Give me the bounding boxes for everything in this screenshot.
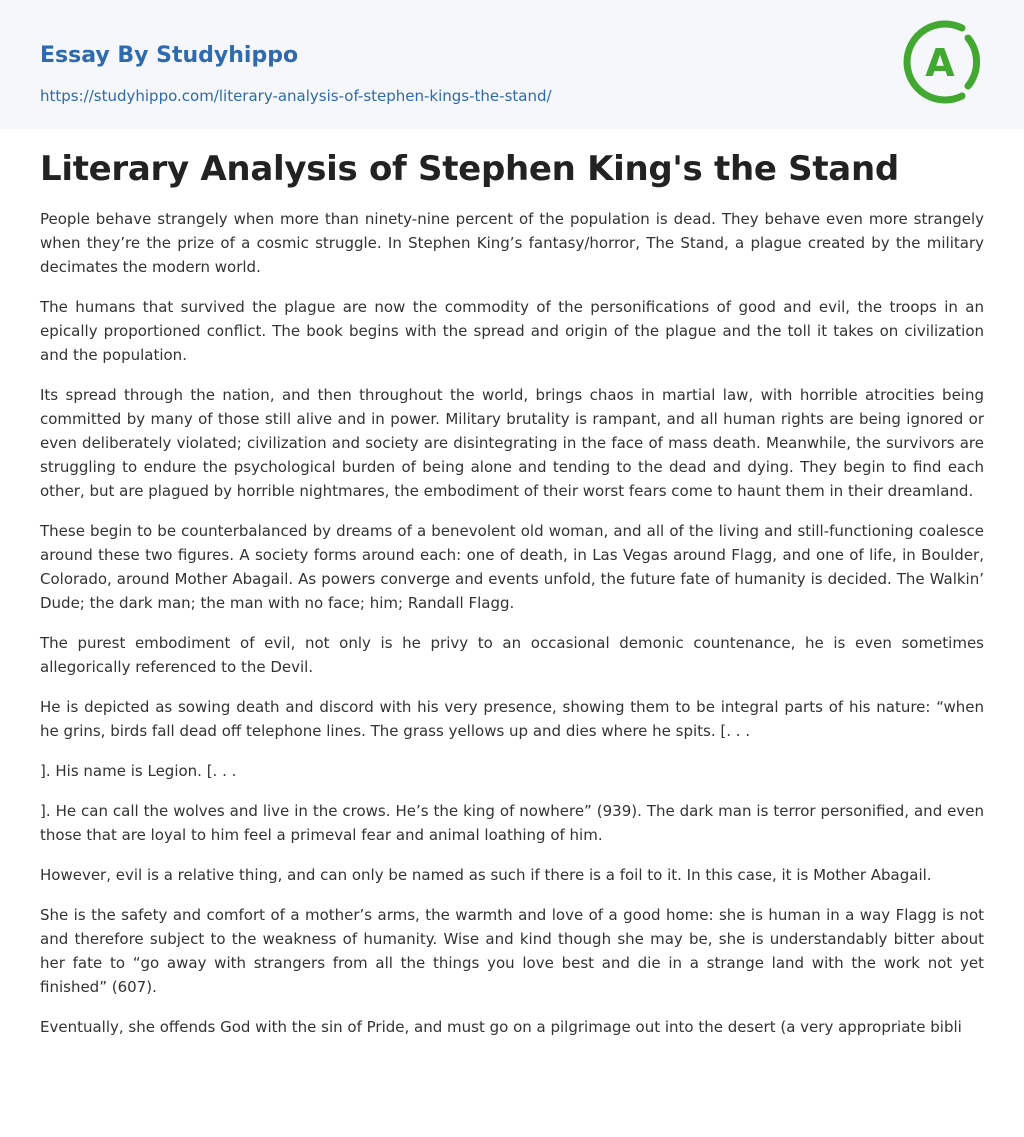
paragraph-5: The purest embodiment of evil, not only is he privy to an occasional demonic countenance, he is even sometimes allegorically referenced to the Devil.	[40, 634, 984, 676]
paragraph-10: She is the safety and comfort of a mother’s arms, the warmth and love of a good home: she is human in a way Flagg is not and therefore subject to the weakness of humanity. Wise and kind though she may be, she is understandably bitter about her fate to “go away with strangers from all the things you love best and die in a strange land with the work not yet finished” (607).	[40, 906, 984, 996]
paragraph-4: These begin to be counterbalanced by dreams of a benevolent old woman, and all of the living and still-functioning coalesce around these two figures. A society forms around each: one of death, in Las Vegas around Flagg, and one of life, in Boulder, Colorado, around Mother Abagail. As powers converge and events unfold, the future fate of humanity is decided. The Walkin’ Dude; the dark man; the man with no face; him; Randall Flagg.	[40, 522, 984, 612]
paragraph-3: Its spread through the nation, and then throughout the world, brings chaos in martial law, with horrible atrocities being committed by many of those still alive and in power. Military brutality is rampant, and all human rights are being ignored or even deliberately violated; civilization and society are disintegrating in the face of mass death. Meanwhile, the survivors are struggling to endure the psychological burden of being alone and tending to the dead and dying. They begin to find each other, but are plagued by horrible nightmares, the embodiment of their worst fears come to haunt them in their dreamland.	[40, 386, 984, 500]
paragraph-1: People behave strangely when more than ninety-nine percent of the population is dead. They behave even more strangely when they’re the prize of a cosmic struggle. In Stephen King’s fantasy/horror, The Stand, a plague created by the military decimates the modern world.	[40, 210, 984, 276]
paragraph-11: Eventually, she offends God with the sin of Pride, and must go on a pilgrimage out into the desert (a very appropriate bibli	[40, 1018, 962, 1036]
paragraph-8: ]. He can call the wolves and live in the crows. He’s the king of nowhere” (939). The dark man is terror personified, and even those that are loyal to him feel a primeval fear and animal loathing of him.	[40, 802, 984, 844]
site-brand[interactable]: Essay By Studyhippo	[40, 43, 299, 68]
paragraph-2: The humans that survived the plague are now the commodity of the personifications of good and evil, the troops in an epically proportioned conflict. The book begins with the spread and origin of the plague and the toll it takes on civilization and the population.	[40, 298, 984, 364]
logo-letter: A	[925, 41, 955, 85]
paragraph-6: He is depicted as sowing death and discord with his very presence, showing them to be integral parts of his nature: “when he grins, birds fall dead off telephone lines. The grass yellows up and dies where he spits. [. . .	[40, 698, 984, 740]
essay-url-link[interactable]: https://studyhippo.com/literary-analysis-of-stephen-kings-the-stand/	[40, 87, 552, 105]
studyhippo-logo-icon[interactable]	[900, 20, 984, 104]
site-header	[0, 0, 1024, 129]
paragraph-9: However, evil is a relative thing, and can only be named as such if there is a foil to it. In this case, it is Mother Abagail.	[40, 866, 932, 884]
paragraph-7: ]. His name is Legion. [. . .	[40, 762, 237, 780]
article-title: Literary Analysis of Stephen King's the Stand	[40, 149, 899, 189]
article-body	[0, 149, 1024, 1039]
